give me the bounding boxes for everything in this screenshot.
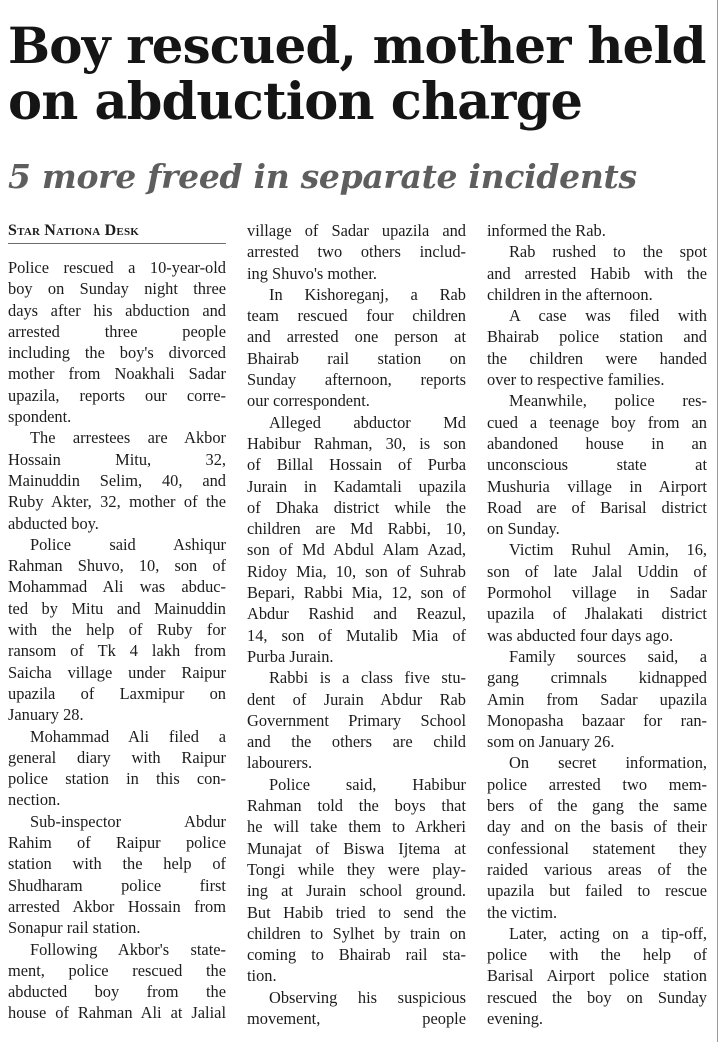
article-text-line: house of Rahman Ali at Jalial — [8, 1003, 226, 1023]
article-text-line: upazila of Laxmipur on — [8, 683, 226, 703]
article-text-line: Rahman Shuvo, 10, son of — [8, 556, 226, 576]
column-2-body — [247, 220, 466, 1029]
article-text-line: son of Md Abdul Alam Azad, — [247, 540, 466, 560]
article-text-line: tion. — [247, 966, 277, 986]
article-text-line: Mainuddin Selim, 40, and — [8, 470, 226, 490]
article-text-line: cued a teenage boy from an — [487, 412, 707, 432]
article-text-line: spondent. — [8, 407, 72, 427]
article-text-line: Later, acting on a tip-off, — [509, 923, 707, 943]
article-text-line: our correspondent. — [247, 391, 370, 411]
article-text-line: Bhairab police station and — [487, 327, 707, 347]
article-text-line: upazila of Jhalakati district — [487, 604, 707, 624]
article-text-line: 14, son of Mutalib Mia of — [247, 625, 466, 645]
article-text-line: general diary with Raipur — [8, 747, 226, 767]
article-column-2 — [247, 220, 466, 1029]
article-text-line: nection. — [8, 790, 61, 810]
column-3-body — [487, 220, 707, 1029]
article-text-line: Amin from Sadar upazila — [487, 689, 707, 709]
article-column-3 — [487, 220, 707, 1029]
article-text-line: and arrested one person at — [247, 327, 466, 347]
article-text-line: But Habib tried to send the — [247, 902, 466, 922]
article-text-line: Ridoy Mia, 10, son of Suhrab — [247, 561, 466, 581]
article-text-line: ment, police rescued the — [8, 960, 226, 980]
article-text-line: Shudharam police first — [8, 875, 226, 895]
article-text-line: upazila but failed to rescue — [487, 881, 707, 901]
article-text-line: Mohammad Ali filed a — [30, 726, 226, 746]
article-text-line: Victim Ruhul Amin, 16, — [509, 540, 707, 560]
article-text-line: Mohammad Ali was abduc- — [8, 577, 226, 597]
article-text-line: informed the Rab. — [487, 221, 606, 240]
article-text-line: police arrested two mem- — [487, 774, 707, 794]
article-text-line: On secret information, — [509, 753, 707, 773]
article-text-line: mother from Noakhali Sadar — [8, 364, 226, 384]
article-text-line: including the boy's divorced — [8, 343, 226, 363]
article-text-line: movement, people — [247, 1008, 466, 1028]
article-text-line: labourers. — [247, 753, 313, 773]
article-text-line: Abdur Rashid and Reazul, — [247, 604, 466, 624]
article-text-line: of Dhaka district while the — [247, 497, 466, 517]
page-edge-rule — [717, 0, 718, 1042]
article-text-line: Ruby Akter, 32, mother of the — [8, 492, 226, 512]
article-text-line: ransom of Tk 4 lakh from — [8, 641, 226, 661]
article-text-line: son of late Jalal Uddin of — [487, 561, 707, 581]
article-text-line: A case was filed with — [509, 306, 707, 326]
article-text-line: Observing his suspicious — [269, 987, 466, 1007]
article-text-line: gang crimnals kidnapped — [487, 668, 707, 688]
article-text-line: he will take them to Arkheri — [247, 817, 466, 837]
article-text-line: children to Sylhet by train on — [247, 923, 466, 943]
byline: Star Nationa Desk — [8, 220, 226, 244]
column-1-body — [8, 257, 226, 1024]
article-text-line: rescued the boy on Sunday — [487, 987, 707, 1007]
article-text-line: of Billal Hossain of Purba — [247, 455, 466, 475]
article-text-line: Family sources said, a — [509, 646, 707, 666]
article-text-line: raided various areas of the — [487, 859, 707, 879]
article-text-line: som on January 26. — [487, 732, 615, 752]
article-text-line: Sonapur rail station. — [8, 918, 141, 938]
article-text-line: team rescued four children — [247, 306, 466, 326]
article-text-line: January 28. — [8, 705, 84, 725]
article-text-line: Rahim of Raipur police — [8, 833, 226, 853]
article-text-line: Barisal Airport police station — [487, 966, 707, 986]
article-text-line: abducted boy from the — [8, 982, 226, 1002]
article-text-line: unconscious state at — [487, 455, 707, 475]
article-text-line: the victim. — [487, 902, 558, 922]
article-text-line: children in the afternoon. — [487, 284, 653, 304]
article-text-line: Rahman told the boys that — [247, 796, 466, 816]
article-text-line: and arrested Habib with the — [487, 263, 707, 283]
article-text-line: day and on the basis of their — [487, 817, 707, 837]
article-text-line: village of Sadar upazila and — [247, 221, 466, 240]
article-text-line: police with the help of — [487, 945, 707, 965]
headline — [8, 18, 713, 130]
article-text-line: arrested two others includ- — [247, 242, 466, 262]
article-text-line: boy on Sunday night three — [8, 279, 226, 299]
article-text-line: Rabbi is a class five stu- — [269, 668, 466, 688]
article-text-line: confessional statement they — [487, 838, 707, 858]
article-text-line: station with the help of — [8, 854, 226, 874]
article-column-1 — [8, 220, 226, 1024]
subheadline: 5 more freed in separate incidents — [8, 157, 637, 196]
article-text-line: Government Primary School — [247, 710, 466, 730]
article-text-line: Saicha village under Raipur — [8, 662, 226, 682]
article-text-line: Mushuria village in Airport — [487, 476, 707, 496]
article-text-line: Sub-inspector Abdur — [30, 811, 226, 831]
article-text-line: Road are of Barisal district — [487, 497, 707, 517]
article-text-line: the children were handed — [487, 348, 707, 368]
article-text-line: evening. — [487, 1008, 543, 1028]
article-text-line: Bhairab rail station on — [247, 348, 466, 368]
article-text-line: Habibur Rahman, 30, is son — [247, 433, 466, 453]
article-text-line: on Sunday. — [487, 519, 560, 539]
article-text-line: Following Akbor's state- — [30, 939, 226, 959]
article-text-line: Sunday afternoon, reports — [247, 370, 466, 390]
article-text-line: and the others are child — [247, 732, 466, 752]
article-text-line: was abducted four days ago. — [487, 625, 674, 645]
article-text-line: with the help of Ruby for — [8, 620, 226, 640]
article-text-line: Munajat of Biswa Ijtema at — [247, 838, 466, 858]
article-text-line: Hossain Mitu, 32, — [8, 449, 226, 469]
article-text-line: ing at Jurain school ground. — [247, 881, 466, 901]
article-text-line: The arrestees are Akbor — [30, 428, 226, 448]
article-text-line: Rab rushed to the spot — [509, 242, 707, 262]
headline-line-2: on abduction charge — [8, 72, 583, 132]
article-text-line: children are Md Rabbi, 10, — [247, 519, 466, 539]
article-text-line: days after his abduction and — [8, 300, 226, 320]
article-text-line: abandoned house in an — [487, 433, 707, 453]
article-text-line: Alleged abductor Md — [269, 412, 466, 432]
article-text-line: coming to Bhairab rail sta- — [247, 945, 466, 965]
article-text-line: Pormohol village in Sadar — [487, 583, 707, 603]
article-text-line: Police rescued a 10-year-old — [8, 258, 226, 277]
article-text-line: Bepari, Rabbi Mia, 12, son of — [247, 583, 466, 603]
article-text-line: In Kishoreganj, a Rab — [269, 284, 466, 304]
article-text-line: Police said, Habibur — [269, 774, 466, 794]
headline-line-1: Boy rescued, mother held — [8, 16, 706, 75]
article-text-line: Tongi while they were play- — [247, 859, 466, 879]
article-text-line: ted by Mitu and Mainuddin — [8, 598, 226, 618]
article-text-line: arrested three people — [8, 321, 226, 341]
article-text-line: Meanwhile, police res- — [509, 391, 707, 411]
article-text-line: ing Shuvo's mother. — [247, 263, 377, 283]
article-text-line: Police said Ashiqur — [30, 534, 226, 554]
article-text-line: over to respective families. — [487, 370, 665, 390]
article-text-line: dent of Jurain Abdur Rab — [247, 689, 466, 709]
article-text-line: Monopasha bazaar for ran- — [487, 710, 707, 730]
article-text-line: police station in this con- — [8, 769, 226, 789]
article-text-line: arrested Akbor Hossain from — [8, 896, 226, 916]
article-text-line: bers of the gang the same — [487, 796, 707, 816]
article-text-line: upazila, reports our corre- — [8, 385, 226, 405]
article-text-line: abducted boy. — [8, 513, 99, 533]
article-text-line: Purba Jurain. — [247, 646, 334, 666]
article-text-line: Jurain in Kadamtali upazila — [247, 476, 466, 496]
